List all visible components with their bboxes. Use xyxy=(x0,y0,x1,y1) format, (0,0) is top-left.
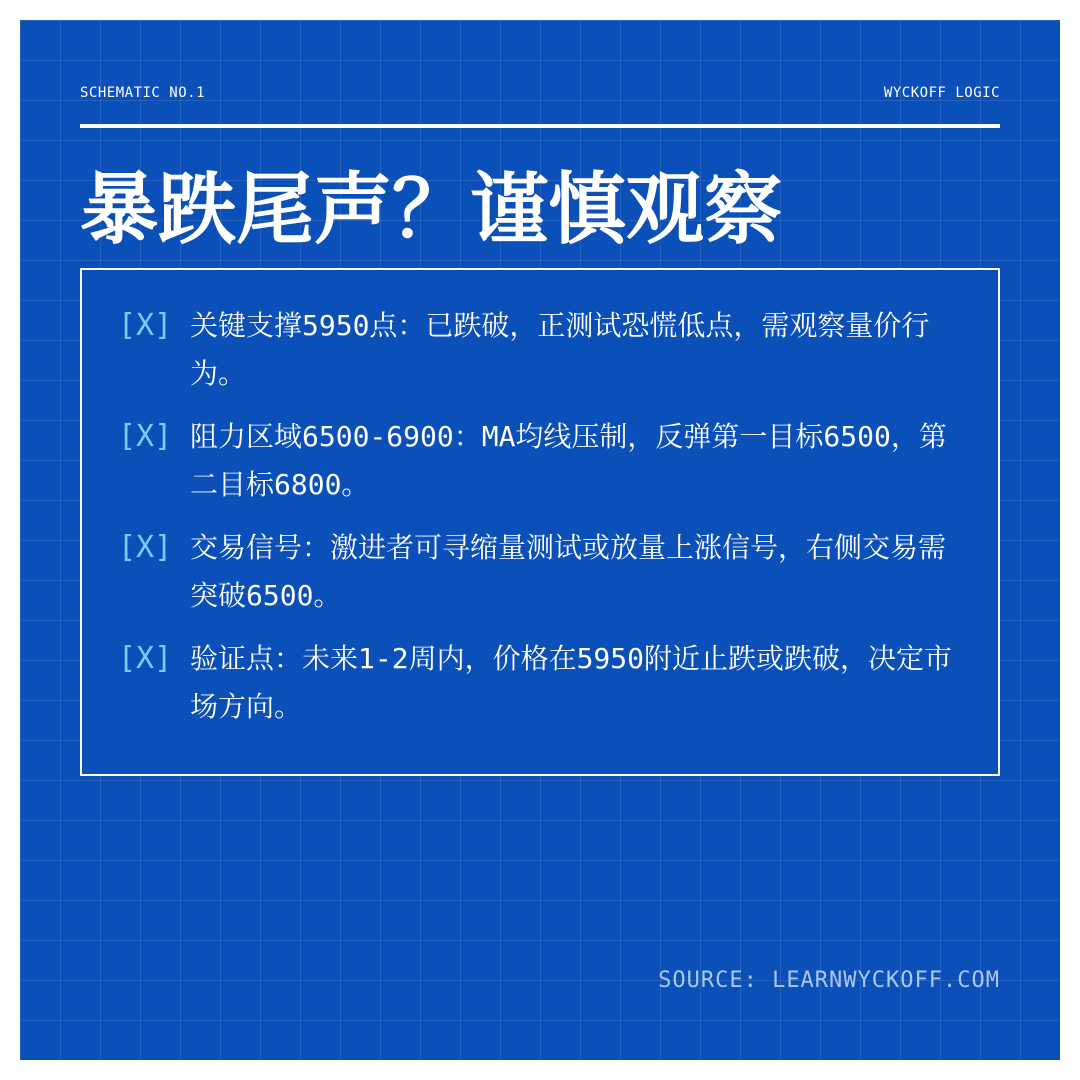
checklist-item xyxy=(118,302,968,398)
checklist-item-text: 交易信号：激进者可寻缩量测试或放量上涨信号，右侧交易需突破6500。 xyxy=(190,531,947,612)
checkbox-x-icon: [X] xyxy=(118,530,173,565)
checklist-item-text: 验证点：未来1-2周内，价格在5950附近止跌或跌破，决定市场方向。 xyxy=(190,642,953,723)
source-credit: SOURCE: LEARNWYCKOFF.COM xyxy=(658,968,1000,993)
checklist-panel xyxy=(80,268,1000,776)
checkbox-x-icon: [X] xyxy=(118,308,173,343)
schematic-number-label: SCHEMATIC NO.1 xyxy=(80,85,206,101)
header-divider xyxy=(80,124,1000,128)
schematic-poster xyxy=(20,20,1060,1060)
brand-label: WYCKOFF LOGIC xyxy=(883,85,1000,101)
checklist-item xyxy=(118,413,968,509)
checkbox-x-icon: [X] xyxy=(118,419,173,454)
checklist-item-text: 阻力区域6500-6900：MA均线压制，反弹第一目标6500，第二目标6800。 xyxy=(190,420,947,501)
checklist-item xyxy=(118,524,968,620)
checklist-item xyxy=(118,635,968,731)
checklist-item-text: 关键支撑5950点：已跌破，正测试恐慌低点，需观察量价行为。 xyxy=(190,309,930,390)
checkbox-x-icon: [X] xyxy=(118,641,173,676)
page-title: 暴跌尾声？谨慎观察 xyxy=(80,165,783,255)
header-bar xyxy=(80,82,1000,104)
